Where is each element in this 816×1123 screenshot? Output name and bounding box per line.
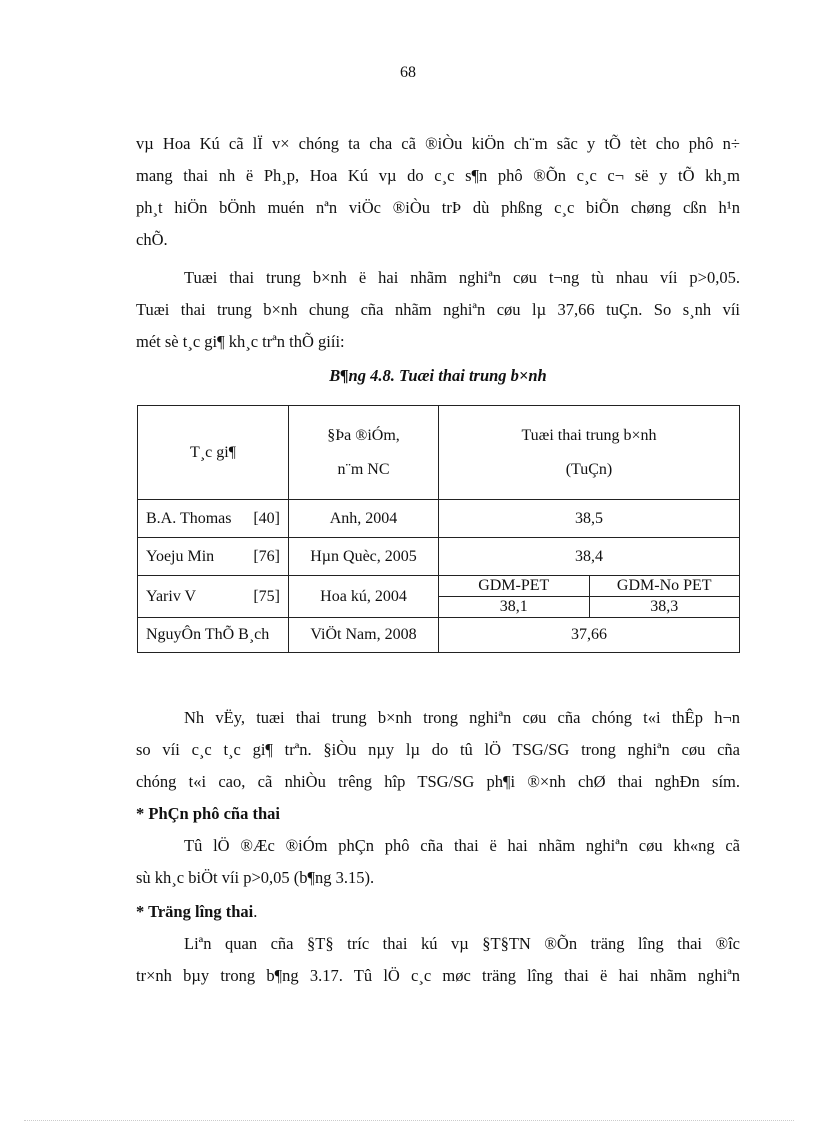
text-line: sù kh¸c biÖt víi p>0,05 (b¶ng 3.15). [136,868,375,887]
results-table [137,405,740,653]
subheader-gdm-no-pet: GDM-No PET [589,576,740,597]
text-line: chÕ. [136,230,168,249]
text-line: ph¸t hiÖn bÖnh muén nªn viÖc ®iÒu trÞ dù phßng c¸c biÕn chøng cßn h¹n [136,198,740,217]
text-line: Tuæi thai trung b×nh ë hai nhãm nghiªn cøu t¬ng tù nhau víi p>0,05. [184,268,740,287]
value-gdm-pet: 38,1 [439,597,590,618]
table-row [138,500,740,538]
text-line: so víi c¸c t¸c gi¶ trªn. §iÒu nµy lµ do tû lÖ TSG/SG trong nghiªn cøu cña [136,740,740,759]
header-place [289,406,439,500]
text-line: mét sè t¸c gi¶ kh¸c trªn thÕ giíi: [136,332,345,351]
paragraph-2 [136,262,740,358]
table-caption: B¶ng 4.8. Tuæi thai trung b×nh [329,366,547,385]
footer-divider [24,1120,794,1121]
table-row [138,576,740,597]
header-author: T¸c gi¶ [138,406,289,500]
text-line: mang thai nh ë Ph¸p, Hoa Kú vµ do c¸c s¶n phô ®Õn c¸c c¬ së y tÕ kh¸m [136,166,740,185]
paragraph-3 [136,702,740,798]
author-ref: [76] [253,547,280,565]
author-cell [138,500,289,538]
text-line: Tuæi thai trung b×nh chung cña nhãm nghiªn cøu lµ 37,66 tuÇn. So s¸nh víi [136,300,740,319]
text-line: Nh vËy, tuæi thai trung b×nh trong nghiªn cøu cña chóng t«i thÊp h¬n [184,708,740,727]
value-cell: 37,66 [439,618,740,653]
author-cell: NguyÔn ThÕ B¸ch [138,618,289,653]
section-heading-fetal-weight [136,896,257,928]
paragraph-1 [136,128,740,256]
text-line: tr×nh bµy trong b¶ng 3.17. Tû lÖ c¸c møc träng lîng thai ë hai nhãm nghiªn [136,966,740,985]
paragraph-4 [136,830,740,894]
value-cell: 38,5 [439,500,740,538]
table-header-row [138,406,740,500]
header-age [439,406,740,500]
header-age-line2: (TuÇn) [565,460,613,478]
header-age-line1: Tuæi thai trung b×nh [521,426,657,444]
text-line: Liªn quan cña §T§ tríc thai kú vµ §T§TN ®Õn träng lîng thai ®îc [184,934,740,953]
author-name: Yariv V [146,587,197,605]
paragraph-5 [136,928,740,992]
page-number: 68 [400,64,416,81]
value-cell: 38,4 [439,538,740,576]
table-row [138,538,740,576]
author-ref: [40] [253,509,280,527]
author-cell [138,576,289,618]
text-line: Tû lÖ ®Æc ®iÓm phÇn phô cña thai ë hai nhãm nghiªn cøu kh«ng cã [184,836,740,855]
text-line: chóng t«i cao, cã nhiÒu trêng hîp TSG/SG ph¶i ®×nh chØ thai nghÐn sím. [136,772,740,791]
subheader-gdm-pet: GDM-PET [439,576,590,597]
author-name: Yoeju Min [146,547,215,565]
author-name: B.A. Thomas [146,509,232,527]
heading-suffix: . [253,902,258,921]
header-place-line1: §Þa ®iÓm, [327,426,400,444]
place-cell: Hµn Quèc, 2005 [289,538,439,576]
place-cell: ViÖt Nam, 2008 [289,618,439,653]
place-cell: Hoa kú, 2004 [289,576,439,618]
text-line: vµ Hoa Kú cã lÏ v× chóng ta cha cã ®iÒu kiÖn ch¨m sãc y tÕ tèt cho phô n÷ [136,134,740,153]
heading-text: * Träng lîng thai [136,902,254,921]
header-place-line2: n¨m NC [337,460,390,478]
value-gdm-no-pet: 38,3 [589,597,740,618]
section-heading-appendages: * PhÇn phô cña thai [136,804,280,823]
place-cell: Anh, 2004 [289,500,439,538]
author-ref: [75] [253,587,280,605]
table-row-own-study [138,618,740,653]
author-cell [138,538,289,576]
